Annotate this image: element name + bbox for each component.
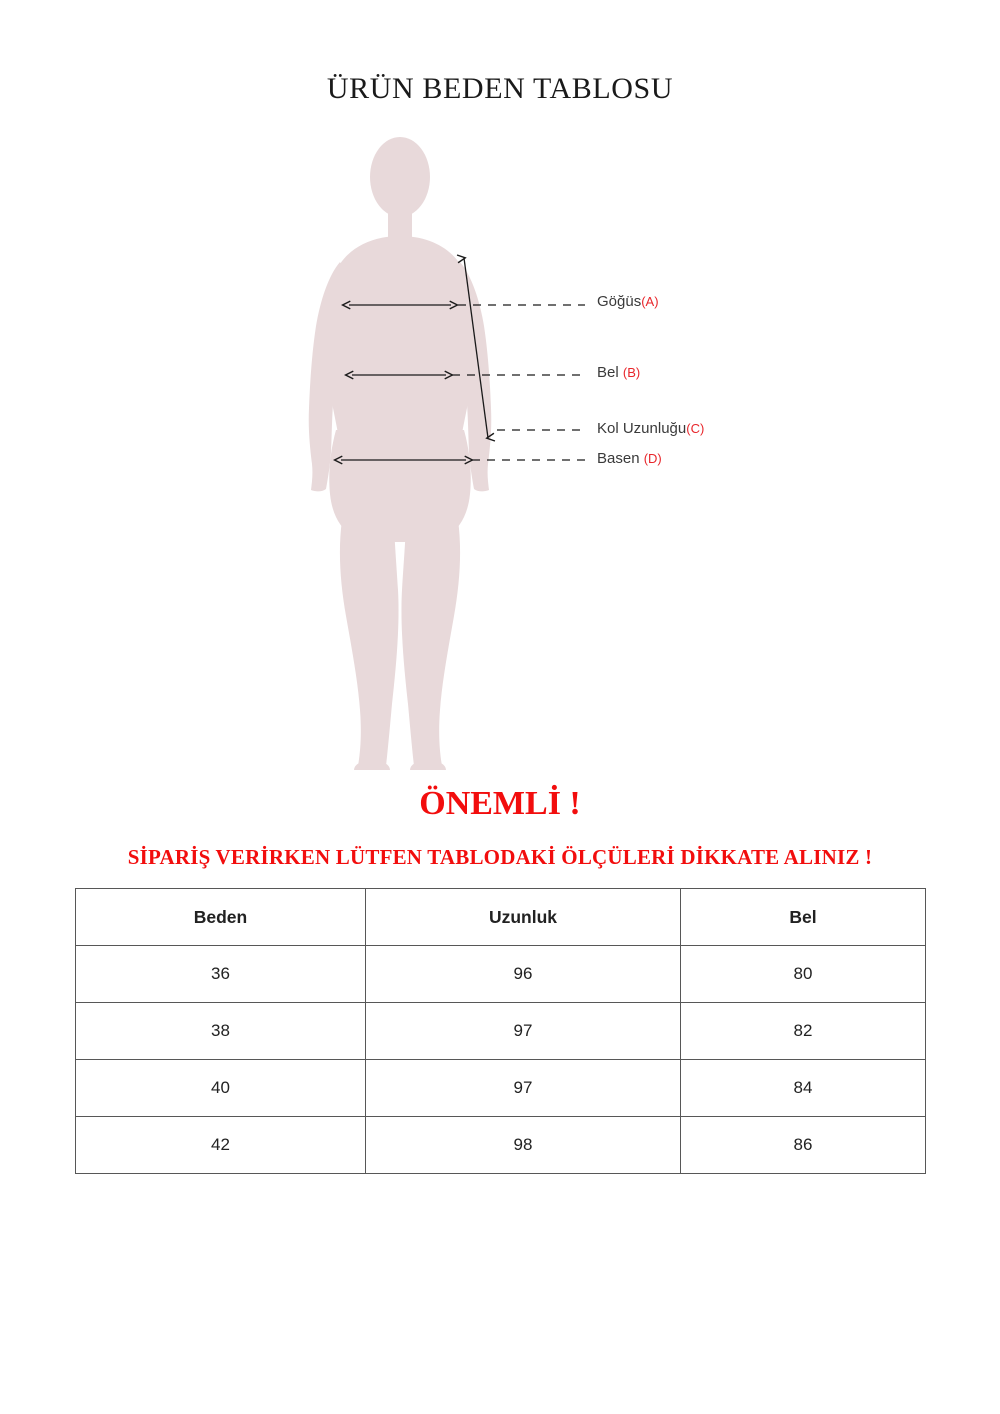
table-row (76, 1117, 926, 1174)
table-row (76, 946, 926, 1003)
table-header-row (76, 889, 926, 946)
important-headline: ÖNEMLİ ! (419, 785, 581, 822)
page-title: ÜRÜN BEDEN TABLOSU (326, 72, 674, 105)
cell-beden: 40 (76, 1060, 366, 1117)
cell-bel: 80 (681, 946, 926, 1003)
cell-beden: 36 (76, 946, 366, 1003)
cell-bel: 86 (681, 1117, 926, 1174)
cell-bel: 84 (681, 1060, 926, 1117)
legend-item-hip (597, 450, 662, 467)
cell-uzunluk: 98 (366, 1117, 681, 1174)
cell-uzunluk: 97 (366, 1060, 681, 1117)
legend-code-waist: (B) (622, 365, 641, 380)
cell-uzunluk: 97 (366, 1003, 681, 1060)
legend-item-sleeve (597, 420, 704, 437)
legend-label-sleeve: Kol Uzunluğu (597, 420, 687, 437)
table-row (76, 1060, 926, 1117)
column-header-uzunluk: Uzunluk (366, 889, 681, 946)
legend-label-hip: Basen (597, 450, 644, 467)
column-header-beden: Beden (76, 889, 366, 946)
cell-uzunluk: 96 (366, 946, 681, 1003)
female-silhouette-shape (309, 137, 492, 770)
size-table (75, 888, 926, 1174)
legend-item-waist (597, 364, 640, 381)
legend-item-chest (597, 293, 659, 310)
important-notice: SİPARİŞ VERİRKEN LÜTFEN TABLODAKİ ÖLÇÜLERİ DİKKATE ALINIZ ! (127, 845, 873, 869)
measurement-diagram (0, 130, 1000, 770)
body-figure-svg (0, 130, 1000, 770)
legend-code-sleeve: (C) (686, 421, 705, 436)
legend-label-chest: Göğüs (597, 293, 642, 310)
legend-label-waist: Bel (597, 364, 623, 381)
legend-code-hip: (D) (643, 451, 662, 466)
column-header-bel: Bel (681, 889, 926, 946)
cell-bel: 82 (681, 1003, 926, 1060)
legend-code-chest: (A) (641, 294, 659, 309)
table-row (76, 1003, 926, 1060)
cell-beden: 38 (76, 1003, 366, 1060)
cell-beden: 42 (76, 1117, 366, 1174)
